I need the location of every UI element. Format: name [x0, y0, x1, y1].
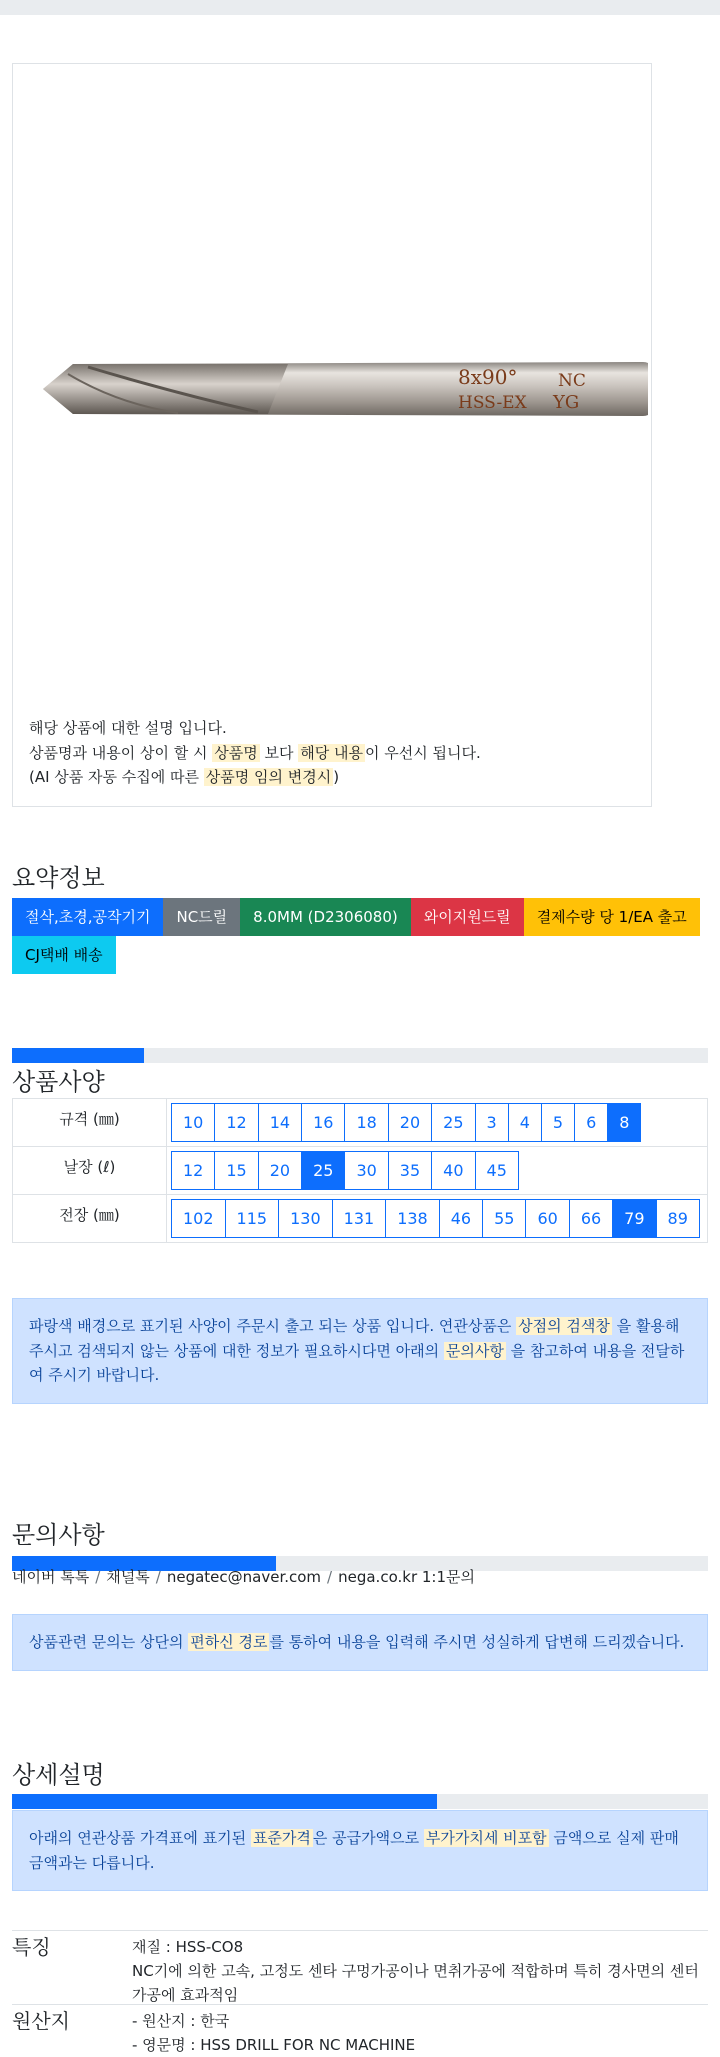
- summary-tags: [12, 898, 720, 974]
- spec-options: [171, 1199, 703, 1238]
- spec-progress: [12, 1048, 708, 1063]
- spec-option[interactable]: 89: [656, 1199, 700, 1238]
- spec-option[interactable]: 60: [525, 1199, 569, 1238]
- inquiry-title: 문의사항: [12, 1521, 105, 1549]
- spec-option[interactable]: 20: [258, 1151, 302, 1190]
- image-text-right: NC: [558, 371, 586, 391]
- feature-line: NC기에 의한 고속, 고정도 센타 구멍가공이나 면취가공에 적합하며 특히 경사면의 센터가공에 효과적임: [132, 1962, 699, 2004]
- summary-tag: 8.0MM (D2306080): [240, 898, 411, 936]
- spec-label: 규격 (㎜): [13, 1099, 167, 1147]
- spec-option[interactable]: 40: [431, 1151, 475, 1190]
- spec-option[interactable]: 66: [569, 1199, 613, 1238]
- description-line: 해당 상품에 대한 설명 입니다.: [29, 719, 227, 737]
- spec-option[interactable]: 6: [574, 1103, 608, 1142]
- top-bar: [0, 0, 720, 15]
- spec-option[interactable]: 20: [388, 1103, 432, 1142]
- summary-tag: 절삭,초경,공작기기: [12, 898, 163, 936]
- image-text-top: 8x90°: [458, 365, 518, 389]
- product-description: [29, 716, 481, 790]
- detail-title: 상세설명: [12, 1761, 105, 1789]
- spec-row: [13, 1195, 708, 1243]
- feature-line: - 영문명 : HSS DRILL FOR NC MACHINE: [132, 2036, 416, 2054]
- spec-option[interactable]: 15: [214, 1151, 258, 1190]
- feature-row: [12, 2004, 708, 2054]
- summary-tag: CJ택배 배송: [12, 936, 116, 974]
- feature-line: - 원산지 : 한국: [132, 2012, 230, 2030]
- summary-title: 요약정보: [12, 864, 105, 892]
- spec-option[interactable]: 35: [388, 1151, 432, 1190]
- image-text-bottom: HSS-EX: [458, 393, 527, 413]
- summary-tag: 결제수량 당 1/EA 출고: [524, 898, 700, 936]
- spec-option[interactable]: 12: [214, 1103, 258, 1142]
- spec-option[interactable]: 3: [475, 1103, 509, 1142]
- spec-option[interactable]: 25: [431, 1103, 475, 1142]
- contact-site-inquiry[interactable]: nega.co.kr 1:1문의: [338, 1568, 475, 1586]
- spec-option[interactable]: 12: [171, 1151, 215, 1190]
- spec-option[interactable]: 8: [607, 1103, 641, 1142]
- product-image: [28, 334, 648, 444]
- spec-options: [171, 1151, 703, 1190]
- feature-key: 원산지: [12, 2009, 70, 2033]
- spec-label: 전장 (㎜): [13, 1195, 167, 1243]
- spec-notice: 파랑색 배경으로 표기된 사양이 주문시 출고 되는 상품 입니다. 연관상품은 상점의 검색창 을 활용해 주시고 검색되지 않는 상품에 대한 정보가 필요하시다면 아래의 문의사항 을 참고하여 내용을 전달하여 주시기 바랍니다.: [12, 1298, 708, 1404]
- description-line: 상품명과 내용이 상이 할 시 상품명 보다 해당 내용 이 우선시 됩니다.: [29, 743, 481, 762]
- spec-option[interactable]: 14: [258, 1103, 302, 1142]
- spec-option[interactable]: 130: [278, 1199, 333, 1238]
- spec-option[interactable]: 45: [475, 1151, 519, 1190]
- spec-option[interactable]: 18: [344, 1103, 388, 1142]
- feature-key: 특징: [12, 1935, 51, 1959]
- spec-title: 상품사양: [12, 1068, 105, 1096]
- spec-option[interactable]: 79: [612, 1199, 656, 1238]
- spec-option[interactable]: 25: [301, 1151, 345, 1190]
- feature-value: [132, 1935, 708, 2007]
- spec-options: [171, 1103, 703, 1142]
- spec-option[interactable]: 4: [508, 1103, 542, 1142]
- product-image-card: [12, 63, 652, 807]
- spec-label: 날장 (ℓ): [13, 1147, 167, 1195]
- spec-option[interactable]: 55: [482, 1199, 526, 1238]
- description-line: (AI 상품 자동 수집에 따른 상품명 임의 변경시 ): [29, 768, 340, 786]
- spec-row: [13, 1147, 708, 1195]
- detail-progress-fill: [12, 1794, 437, 1809]
- spec-option[interactable]: 46: [439, 1199, 483, 1238]
- spec-option[interactable]: 131: [332, 1199, 387, 1238]
- contact-naver-talk[interactable]: 네이버 톡톡: [12, 1568, 90, 1586]
- contact-links: 네이버 톡톡 / 채널톡 / negatec@naver.com / nega.co.kr 1:1문의: [12, 1568, 475, 1586]
- contact-channel-talk[interactable]: 채널톡: [106, 1568, 150, 1586]
- spec-option[interactable]: 10: [171, 1103, 215, 1142]
- spec-option[interactable]: 5: [541, 1103, 575, 1142]
- spec-row: [13, 1099, 708, 1147]
- detail-notice: 아래의 연관상품 가격표에 표기된 표준가격 은 공급가액으로 부가가치세 비포함 금액으로 실제 판매금액과는 다릅니다.: [12, 1810, 708, 1891]
- detail-progress: [12, 1794, 708, 1809]
- spec-option[interactable]: 115: [225, 1199, 280, 1238]
- contact-email[interactable]: negatec@naver.com: [166, 1568, 322, 1586]
- spec-option[interactable]: 16: [301, 1103, 345, 1142]
- spec-option[interactable]: 30: [344, 1151, 388, 1190]
- inquiry-notice: 상품관련 문의는 상단의 편하신 경로 를 통하여 내용을 입력해 주시면 성실하게 답변해 드리겠습니다.: [12, 1614, 708, 1671]
- feature-line: 재질 : HSS-CO8: [132, 1938, 244, 1956]
- spec-table: [12, 1098, 708, 1243]
- feature-row: [12, 1930, 708, 2005]
- summary-tag: NC드릴: [163, 898, 240, 936]
- image-text-logo: YG: [553, 392, 580, 413]
- spec-progress-fill: [12, 1048, 144, 1063]
- summary-tag: 와이지원드릴: [411, 898, 524, 936]
- spec-option[interactable]: 138: [385, 1199, 440, 1238]
- spec-option[interactable]: 102: [171, 1199, 226, 1238]
